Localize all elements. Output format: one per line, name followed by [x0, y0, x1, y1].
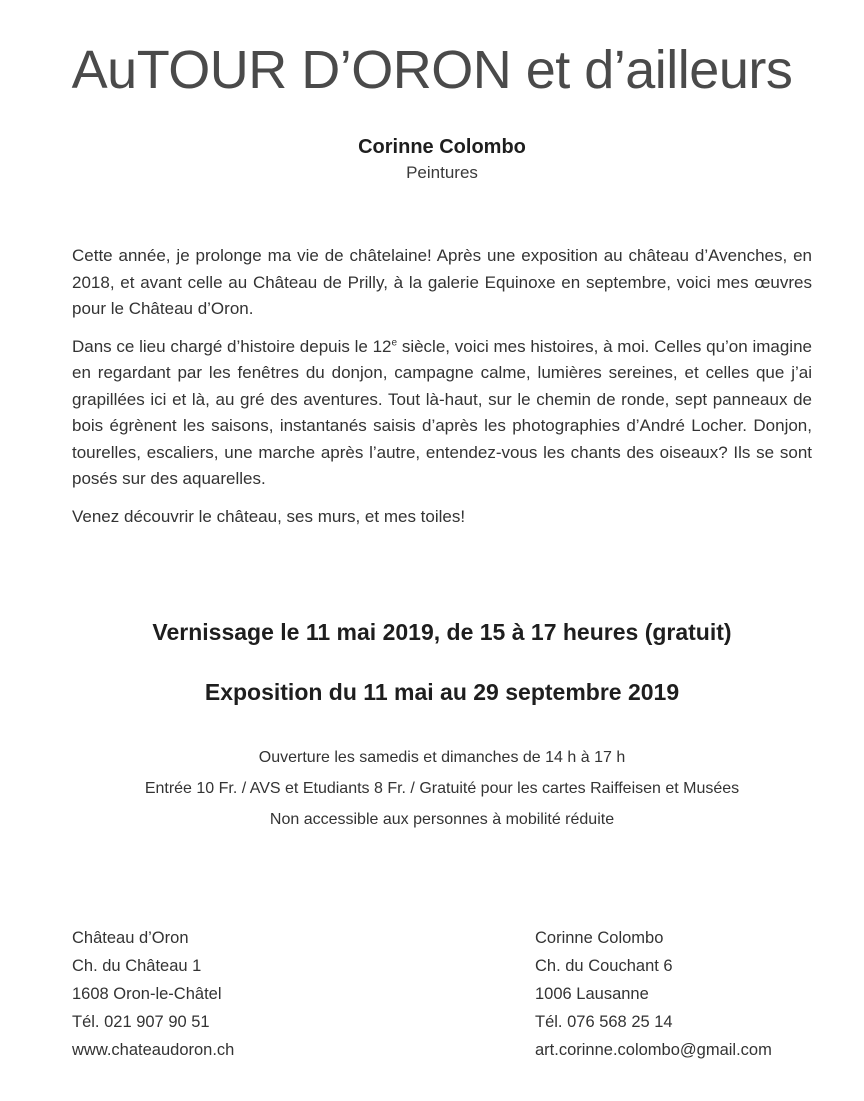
intro-text [72, 243, 812, 541]
artist-email-link[interactable]: art.corinne.colombo@gmail.com [535, 1041, 772, 1059]
artwork-medium: Peintures [406, 163, 478, 182]
artist-contact [535, 924, 772, 1064]
venue-street: Ch. du Château 1 [72, 957, 202, 975]
venue-name: Château d’Oron [72, 929, 189, 947]
paragraph-2-start: Dans ce lieu chargé d’histoire depuis le 12 [72, 336, 392, 356]
venue-city: 1608 Oron-le-Châtel [72, 985, 222, 1003]
artist-street: Ch. du Couchant 6 [535, 957, 673, 975]
accessibility-note: Non accessible aux personnes à mobilité réduite [269, 811, 615, 828]
paragraph-2-end: siècle, voici mes histoires, à moi. Celles qu’on imagine en regardant par les fenêtres du donjon, campagne calme, lumières sereines, et celles que j’ai grapillées ici et là, au gré des aventures. Tout là-haut, sur le chemin de ronde, sept panneaux de bois égrènent les saisons, instantanés saisis d’après les photographies d’André Locher. Donjon, tourelles, escaliers, une marche après l’autre, entendez-vous les chants des oiseaux? Ils se sont posés sur des aquarelles. [72, 336, 812, 488]
artist-name: Corinne Colombo [358, 136, 526, 158]
paragraph-2 [72, 334, 812, 493]
venue-contact [72, 924, 234, 1064]
artist-phone: Tél. 076 568 25 14 [535, 1013, 673, 1031]
entry-prices: Entrée 10 Fr. / AVS et Etudiants 8 Fr. / Gratuité pour les cartes Raiffeisen et Musées [144, 780, 740, 797]
venue-website-link[interactable]: www.chateaudoron.ch [72, 1041, 235, 1059]
paragraph-3: Venez découvrir le château, ses murs, et mes toiles! [72, 506, 466, 526]
vernissage-heading: Vernissage le 11 mai 2019, de 15 à 17 heures (gratuit) [152, 619, 732, 645]
artist-city: 1006 Lausanne [535, 985, 649, 1003]
century-superscript: e [391, 336, 398, 348]
practical-info [0, 742, 864, 835]
exposition-heading: Exposition du 11 mai au 29 septembre 2019 [204, 679, 680, 705]
paragraph-1: Cette année, je prolonge ma vie de châtelaine! Après une exposition au château d’Avenches, en 2018, et avant celle au Château de Prilly, à la galerie Equinoxe en septembre, voici mes œuvres pour le Château d’Oron. [72, 246, 812, 318]
venue-phone: Tél. 021 907 90 51 [72, 1013, 210, 1031]
page-title: AuTOUR D’ORON et d’ailleurs [71, 40, 793, 100]
artist-contact-name: Corinne Colombo [535, 929, 664, 947]
opening-hours: Ouverture les samedis et dimanches de 14 h à 17 h [258, 749, 626, 766]
